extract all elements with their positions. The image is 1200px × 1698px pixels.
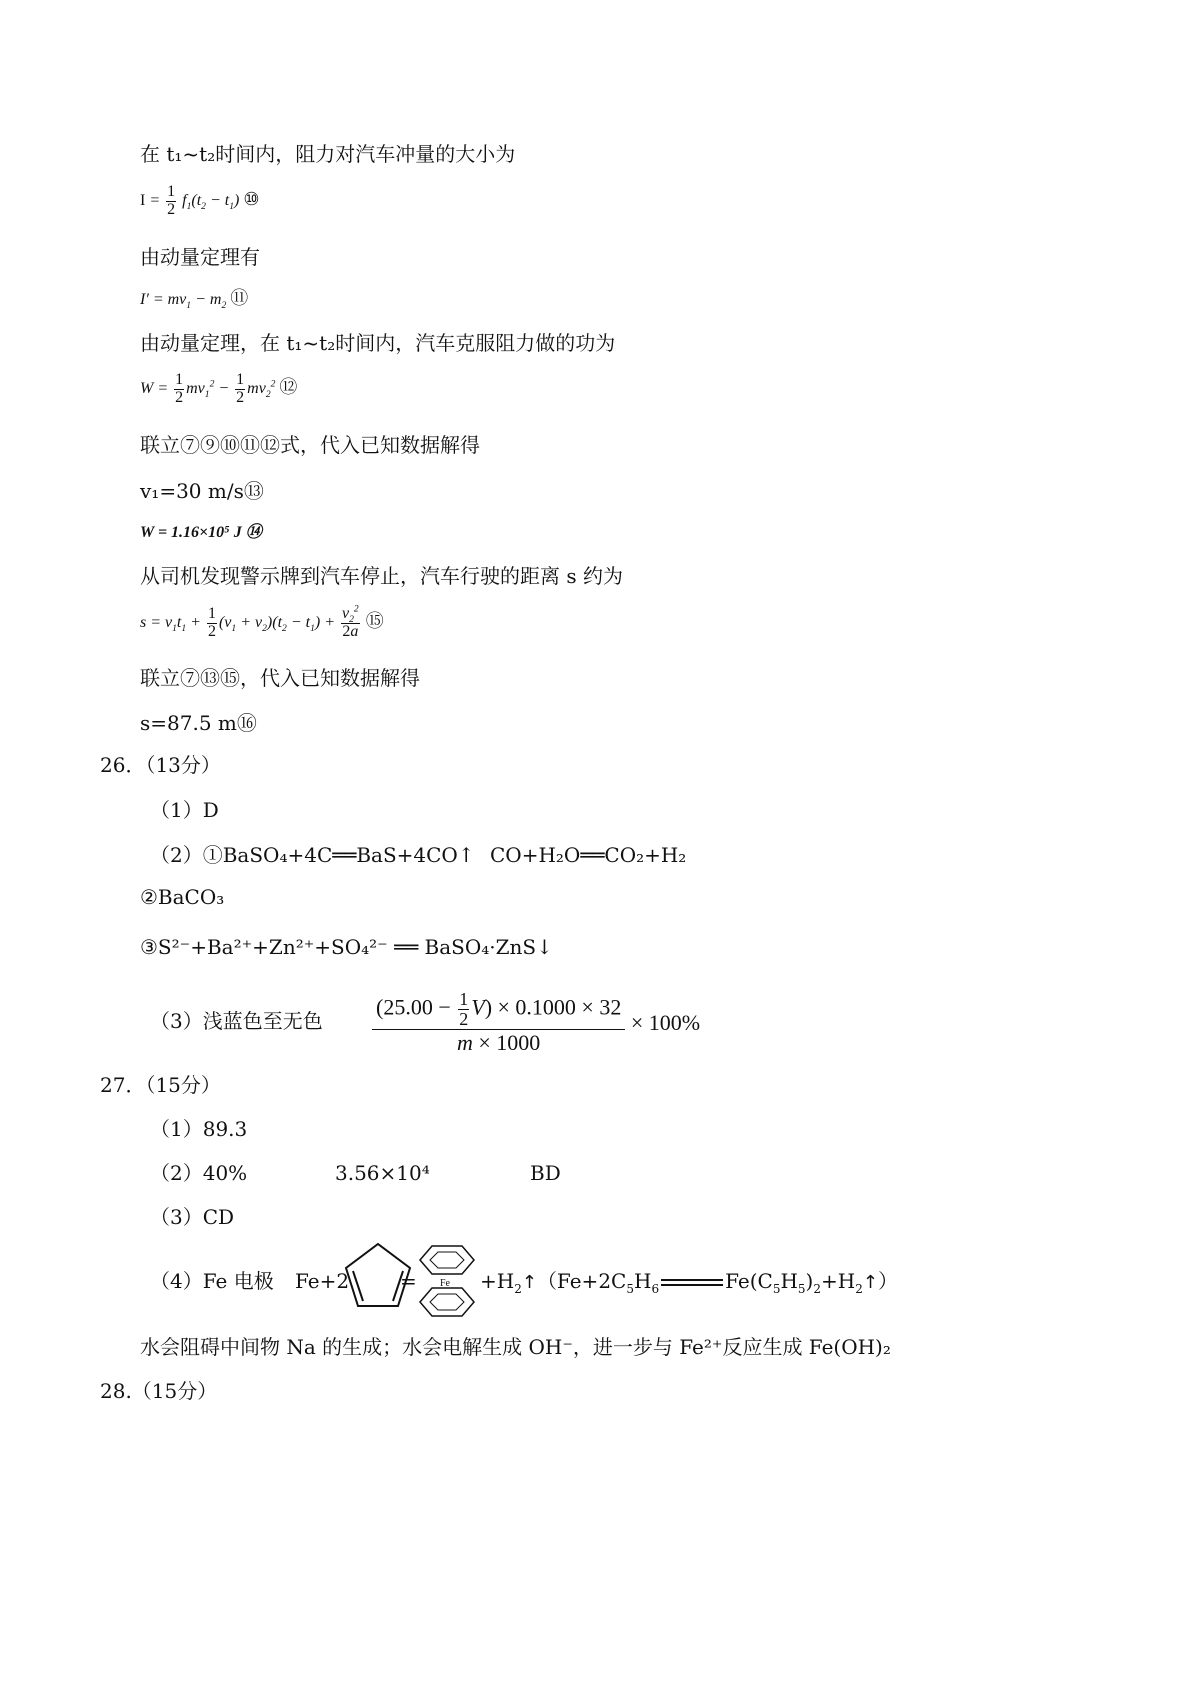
q27-answer-4-note: 水会阻碍中间物 Na 的生成；水会电解生成 OH⁻，进一步与 Fe²⁺反应生成 Fe(OH)₂ [140,1335,891,1359]
question-27-heading: 27．（15分） [100,1073,221,1097]
equation-w-value: W = 1.16×10⁵ J ⑭ [140,524,262,541]
text-line-solve-1: 联立⑦⑨⑩⑪⑫式，代入已知数据解得 [140,433,480,457]
q27-answer-4-label: （4）Fe 电极 [150,1269,274,1293]
text-line-impulse-intro: 在 t₁~t₂时间内，阻力对汽车冲量的大小为 [140,142,516,166]
ferrocene-structure-icon [412,1240,482,1320]
q27-answer-4-tail: $+H_2↑(Fe+2C_5H_6$ $Fe(C_5H_5)_2+H_2↑$） [480,1269,898,1296]
equation-number: ⑪ [230,288,249,309]
equation-number: ⑮ [365,610,384,632]
text-line-v1: v₁=30 m/s⑬ [140,479,264,503]
text-line-s-value: s=87.5 m⑯ [140,711,257,735]
q27-answer-3: （3）CD [150,1205,235,1229]
q26-answer-2a: （2）①BaSO₄+4C══BaS+4CO↑ [150,843,475,867]
text-line-distance-intro: 从司机发现警示牌到汽车停止，汽车行驶的距离 s 约为 [140,564,623,588]
svg-text:Fe: Fe [440,1278,450,1289]
equation-distance: $s = v_1t_1$ + $\frac{1}{2}$ $(v_1 + v_2)(t_2 - t_1)$ + $\frac{v_2^2}{2a}$ ⑮ [140,603,384,640]
equation-number: ⑫ [279,376,298,398]
q27-answer-2-value: 3.56×10⁴ [335,1161,430,1185]
q27-answer-1: （1）89.3 [150,1117,248,1141]
equation-work: W = $\frac{1}{2}$ $mv_1^2$ − $\frac{1}{2}$ $mv_2^2$ ⑫ [140,371,298,406]
question-26-heading: 26．（13分） [100,753,221,777]
q27-answer-4-equation: Fe+2 [295,1269,350,1293]
equation-momentum: $I' = mv_1 - m_2$ ⑪ [140,288,249,312]
equals-sign: = [400,1269,417,1293]
q26-answer-1: （1）D [150,798,219,822]
text-line-solve-2: 联立⑦⑬⑮，代入已知数据解得 [140,666,420,690]
q26-answer-3-label: （3）浅蓝色至无色 [150,1009,323,1033]
text-line-work-intro: 由动量定理，在 t₁~t₂时间内，汽车克服阻力做的功为 [140,331,616,355]
q26-answer-2c: ②BaCO₃ [140,885,225,909]
q26-answer-3-formula: (25.00 − $\frac{1}{2}$ V) × 0.1000 × 32 m × 1000 × 100% [372,990,700,1056]
text-line-momentum: 由动量定理有 [140,245,260,269]
q26-answer-2b: CO+H₂O══CO₂+H₂ [490,843,687,867]
question-28-heading: 28.（15分） [100,1379,218,1403]
equation-impulse: I = $\frac{1}{2}$ $f_1(t_2 - t_1)$ ⑩ [140,183,260,218]
q27-answer-2-label: （2）40% [150,1161,248,1185]
q27-answer-2-option: BD [530,1161,561,1185]
equation-number: ⑩ [243,188,260,210]
q26-answer-2d: ③S²⁻+Ba²⁺+Zn²⁺+SO₄²⁻ ══ BaSO₄·ZnS↓ [140,935,553,959]
